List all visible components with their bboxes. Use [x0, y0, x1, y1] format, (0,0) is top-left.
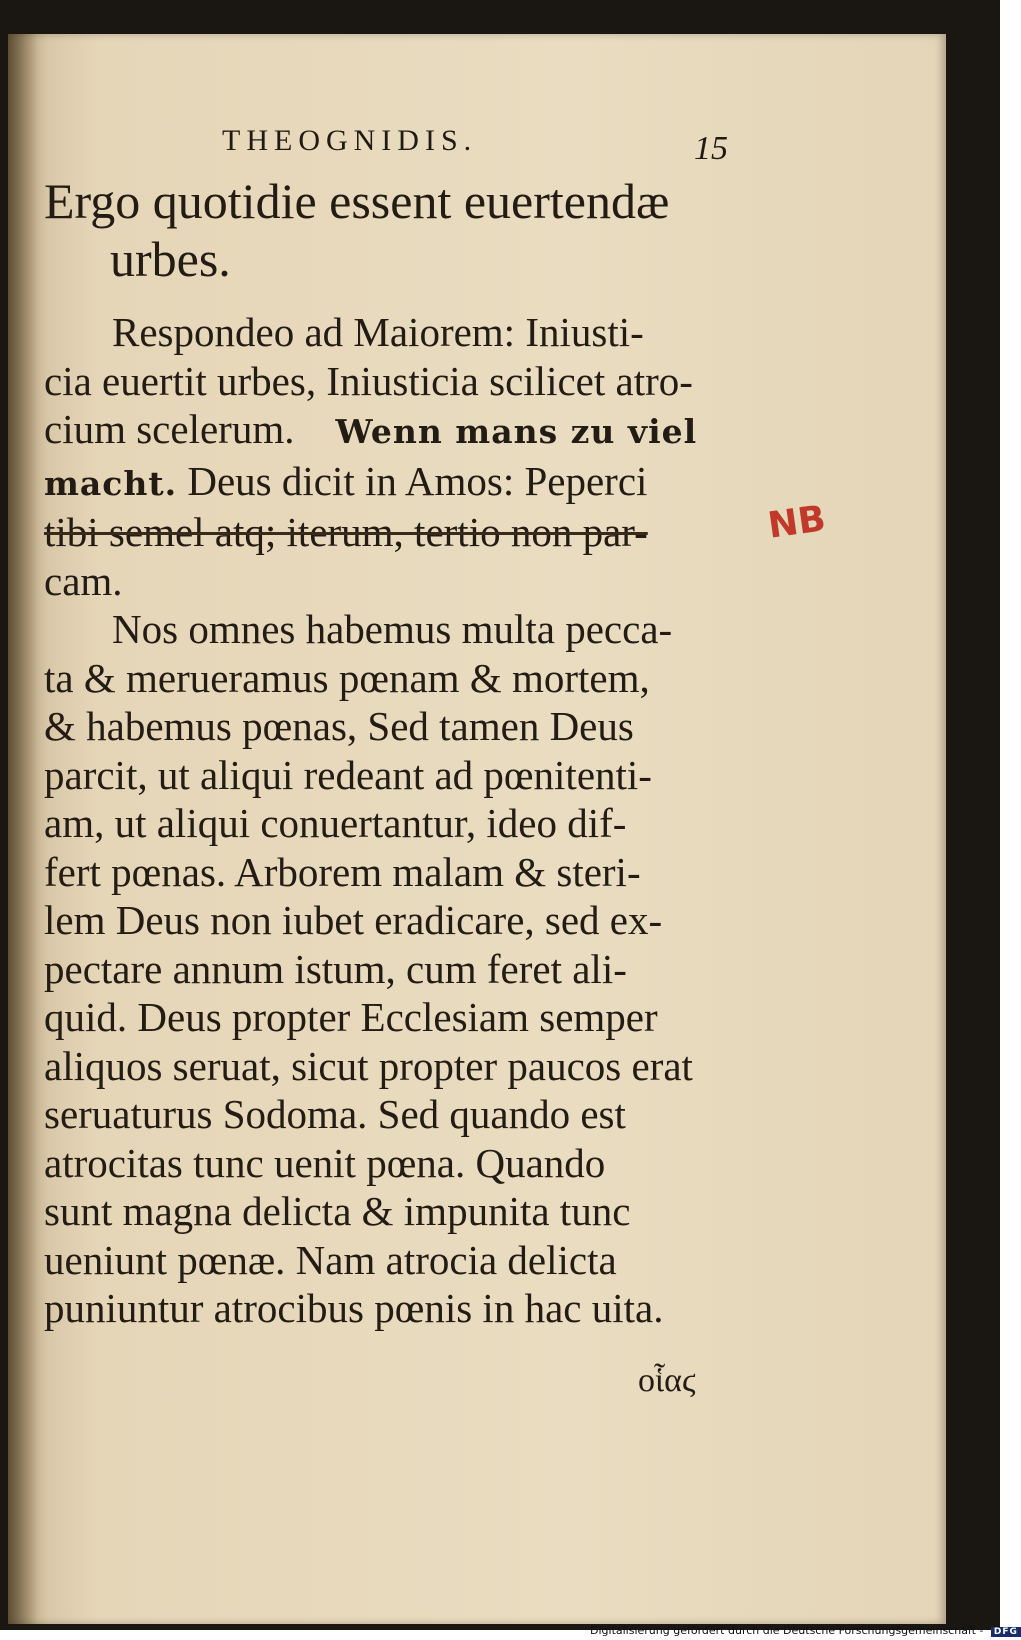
german-gloss: Wenn mans zu viel — [335, 412, 698, 451]
text-line: sunt magna delicta & impunita tunc — [44, 1188, 631, 1234]
text-fragment: cium scelerum. — [44, 406, 295, 452]
text-line: cam. — [44, 557, 123, 604]
german-gloss: macht. — [44, 463, 178, 503]
text-line: seruaturus Sodoma. Sed quando est — [44, 1091, 626, 1137]
page-number: 15 — [694, 130, 728, 167]
paragraph-respondeo — [44, 308, 724, 605]
credit-text: Digitalisierung gefördert durch die Deutsche Forschungsgemeinschaft - — [590, 1624, 984, 1637]
text-line: atrocitas tunc uenit pœna. Quando — [44, 1139, 606, 1186]
text-line — [44, 405, 724, 457]
text-line: Respondeo ad Maiorem: Iniusti- — [112, 309, 644, 355]
book-page — [8, 34, 946, 1624]
margin-annotation: NB — [765, 498, 829, 547]
digitization-credit — [590, 1624, 1021, 1637]
text-line: & habemus pœnas, Sed tamen Deus — [44, 703, 634, 749]
text-line: ta & merueramus pœnam & mortem, — [44, 654, 650, 701]
text-block — [44, 172, 724, 1333]
heading — [44, 172, 724, 288]
heading-line: urbes. — [110, 231, 231, 287]
text-line: lem Deus non iubet eradicare, sed ex- — [44, 897, 663, 943]
text-line: fert pœnas. Arborem malam & steri- — [44, 848, 641, 895]
text-line: pectare annum istum, cum feret ali- — [44, 945, 627, 992]
running-head: THEOGNIDIS. — [222, 124, 478, 157]
text-line-struck: tibi semel atq; iterum, tertio non par- — [44, 509, 648, 555]
dfg-logo: DFG — [991, 1627, 1021, 1637]
text-line: am, ut aliqui conuertantur, ideo dif- — [44, 800, 627, 846]
heading-line: Ergo quotidie essent euertendæ — [44, 173, 670, 229]
gutter-shadow — [8, 34, 38, 1624]
text-line: quid. Deus propter Ecclesiam semper — [44, 994, 658, 1040]
text-line: cia euertit urbes, Iniusticia scilicet atro- — [44, 357, 693, 404]
text-line — [44, 457, 724, 509]
text-fragment: Deus dicit in Amos: Peperci — [187, 457, 648, 504]
text-line: Nos omnes habemus multa pecca- — [112, 606, 673, 652]
catchword: οἷαϛ — [638, 1362, 697, 1399]
text-line: ueniunt pœnæ. Nam atrocia delicta — [44, 1236, 617, 1283]
text-line: puniuntur atrocibus pœnis in hac uita. — [44, 1285, 664, 1331]
text-line: aliquos seruat, sicut propter paucos erat — [44, 1042, 693, 1089]
paragraph-nos-omnes — [44, 605, 724, 1333]
text-line: parcit, ut aliqui redeant ad pœnitenti- — [44, 751, 652, 798]
